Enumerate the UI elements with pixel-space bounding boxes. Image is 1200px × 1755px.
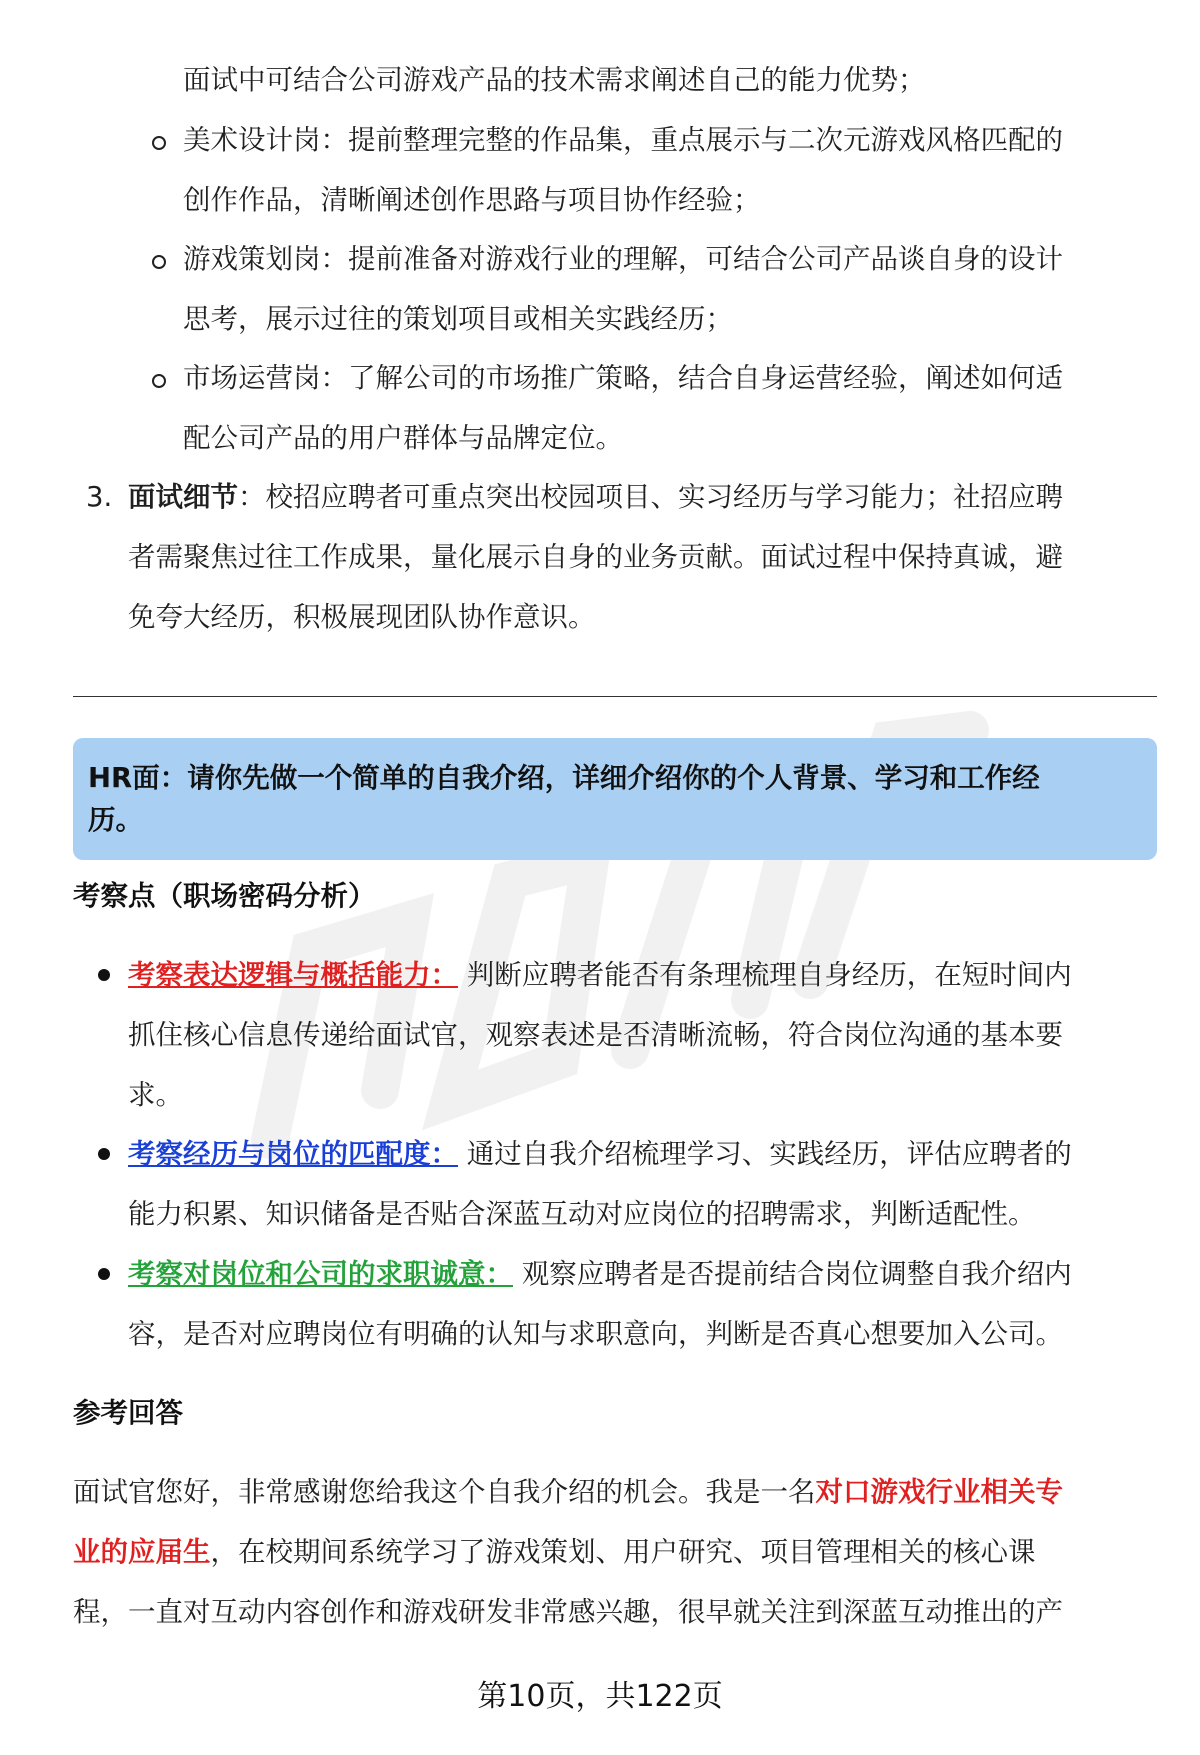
- point-sincerity-text: 观察应聘者是否提前结合岗位调整自我介绍内: [521, 1258, 1072, 1290]
- hollow-bullet-icon: [152, 136, 166, 150]
- question-line2: 历。: [88, 804, 143, 836]
- point-match-line2: 能力积累、知识储备是否贴合深蓝互动对应岗位的招聘需求，判断适配性。: [128, 1198, 1036, 1230]
- analysis-heading: 考察点（职场密码分析）: [73, 880, 376, 912]
- point-match-text: 通过自我介绍梳理学习、实践经历，评估应聘者的: [466, 1138, 1072, 1170]
- page-number: 第10页，共122页: [477, 1679, 723, 1714]
- interview-detail-text: ：校招应聘者可重点突出校园项目、实习经历与学习能力；社招应聘: [238, 481, 1063, 513]
- hollow-bullet-icon: [152, 374, 166, 388]
- interview-detail-label: 面试细节: [128, 481, 238, 513]
- point-sincerity-line1: [128, 1254, 1072, 1294]
- answer-text: ，在校期间系统学习了游戏策划、用户研究、项目管理相关的核心课: [210, 1536, 1036, 1568]
- list-item-planning-line1: 游戏策划岗：提前准备对游戏行业的理解，可结合公司产品谈自身的设计: [183, 243, 1063, 275]
- point-sincerity-line2: 容，是否对应聘岗位有明确的认知与求职意向，判断是否真心想要加入公司。: [128, 1318, 1063, 1350]
- watermark-logo: [150, 620, 1050, 1220]
- point-logic-line1: [128, 955, 1072, 995]
- interview-detail-line1: [128, 477, 1063, 517]
- hollow-bullet-icon: [152, 255, 166, 269]
- list-item-planning-line2: 思考，展示过往的策划项目或相关实践经历；: [183, 303, 733, 335]
- answer-line1: [73, 1472, 1063, 1512]
- point-logic-line2: 抓住核心信息传递给面试官，观察表述是否清晰流畅，符合岗位沟通的基本要: [128, 1019, 1063, 1051]
- bullet-dot-icon: [98, 1148, 110, 1160]
- answer-line3: 程，一直对互动内容创作和游戏研发非常感兴趣，很早就关注到深蓝互动推出的产: [73, 1596, 1063, 1628]
- point-logic-label: 考察表达逻辑与概括能力：: [128, 959, 458, 991]
- point-match-line1: [128, 1134, 1072, 1174]
- answer-text: 面试官您好，非常感谢您给我这个自我介绍的机会。我是一名: [73, 1476, 816, 1508]
- question-line1: HR面：请你先做一个简单的自我介绍，详细介绍你的个人背景、学习和工作经: [88, 762, 1040, 794]
- list-item-marketing-line1: 市场运营岗：了解公司的市场推广策略，结合自身运营经验，阐述如何适: [183, 362, 1063, 394]
- interview-detail-line3: 免夸大经历，积极展现团队协作意识。: [128, 601, 596, 633]
- point-match-label: 考察经历与岗位的匹配度：: [128, 1138, 458, 1170]
- bullet-dot-icon: [98, 1268, 110, 1280]
- list-item-marketing-line2: 配公司产品的用户群体与品牌定位。: [183, 422, 623, 454]
- answer-highlight: 对口游戏行业相关专: [815, 1476, 1063, 1508]
- list-continuation-line: 面试中可结合公司游戏产品的技术需求阐述自己的能力优势；: [183, 64, 926, 96]
- list-item-art-line1: 美术设计岗：提前整理完整的作品集，重点展示与二次元游戏风格匹配的: [183, 124, 1063, 156]
- list-item-art-line2: 创作作品，清晰阐述创作思路与项目协作经验；: [183, 184, 761, 216]
- question-callout: [73, 738, 1157, 860]
- point-logic-text: 判断应聘者能否有条理梳理自身经历，在短时间内: [466, 959, 1072, 991]
- answer-line2: [73, 1532, 1036, 1572]
- point-logic-line3: 求。: [128, 1079, 183, 1111]
- bullet-dot-icon: [98, 969, 110, 981]
- point-sincerity-label: 考察对岗位和公司的求职诚意：: [128, 1258, 513, 1290]
- section-divider: [73, 696, 1157, 697]
- answer-highlight: 业的应届生: [73, 1536, 211, 1568]
- interview-detail-line2: 者需聚焦过往工作成果，量化展示自身的业务贡献。面试过程中保持真诚，避: [128, 541, 1063, 573]
- list-number: 3.: [86, 481, 113, 513]
- answer-heading: 参考回答: [73, 1397, 183, 1429]
